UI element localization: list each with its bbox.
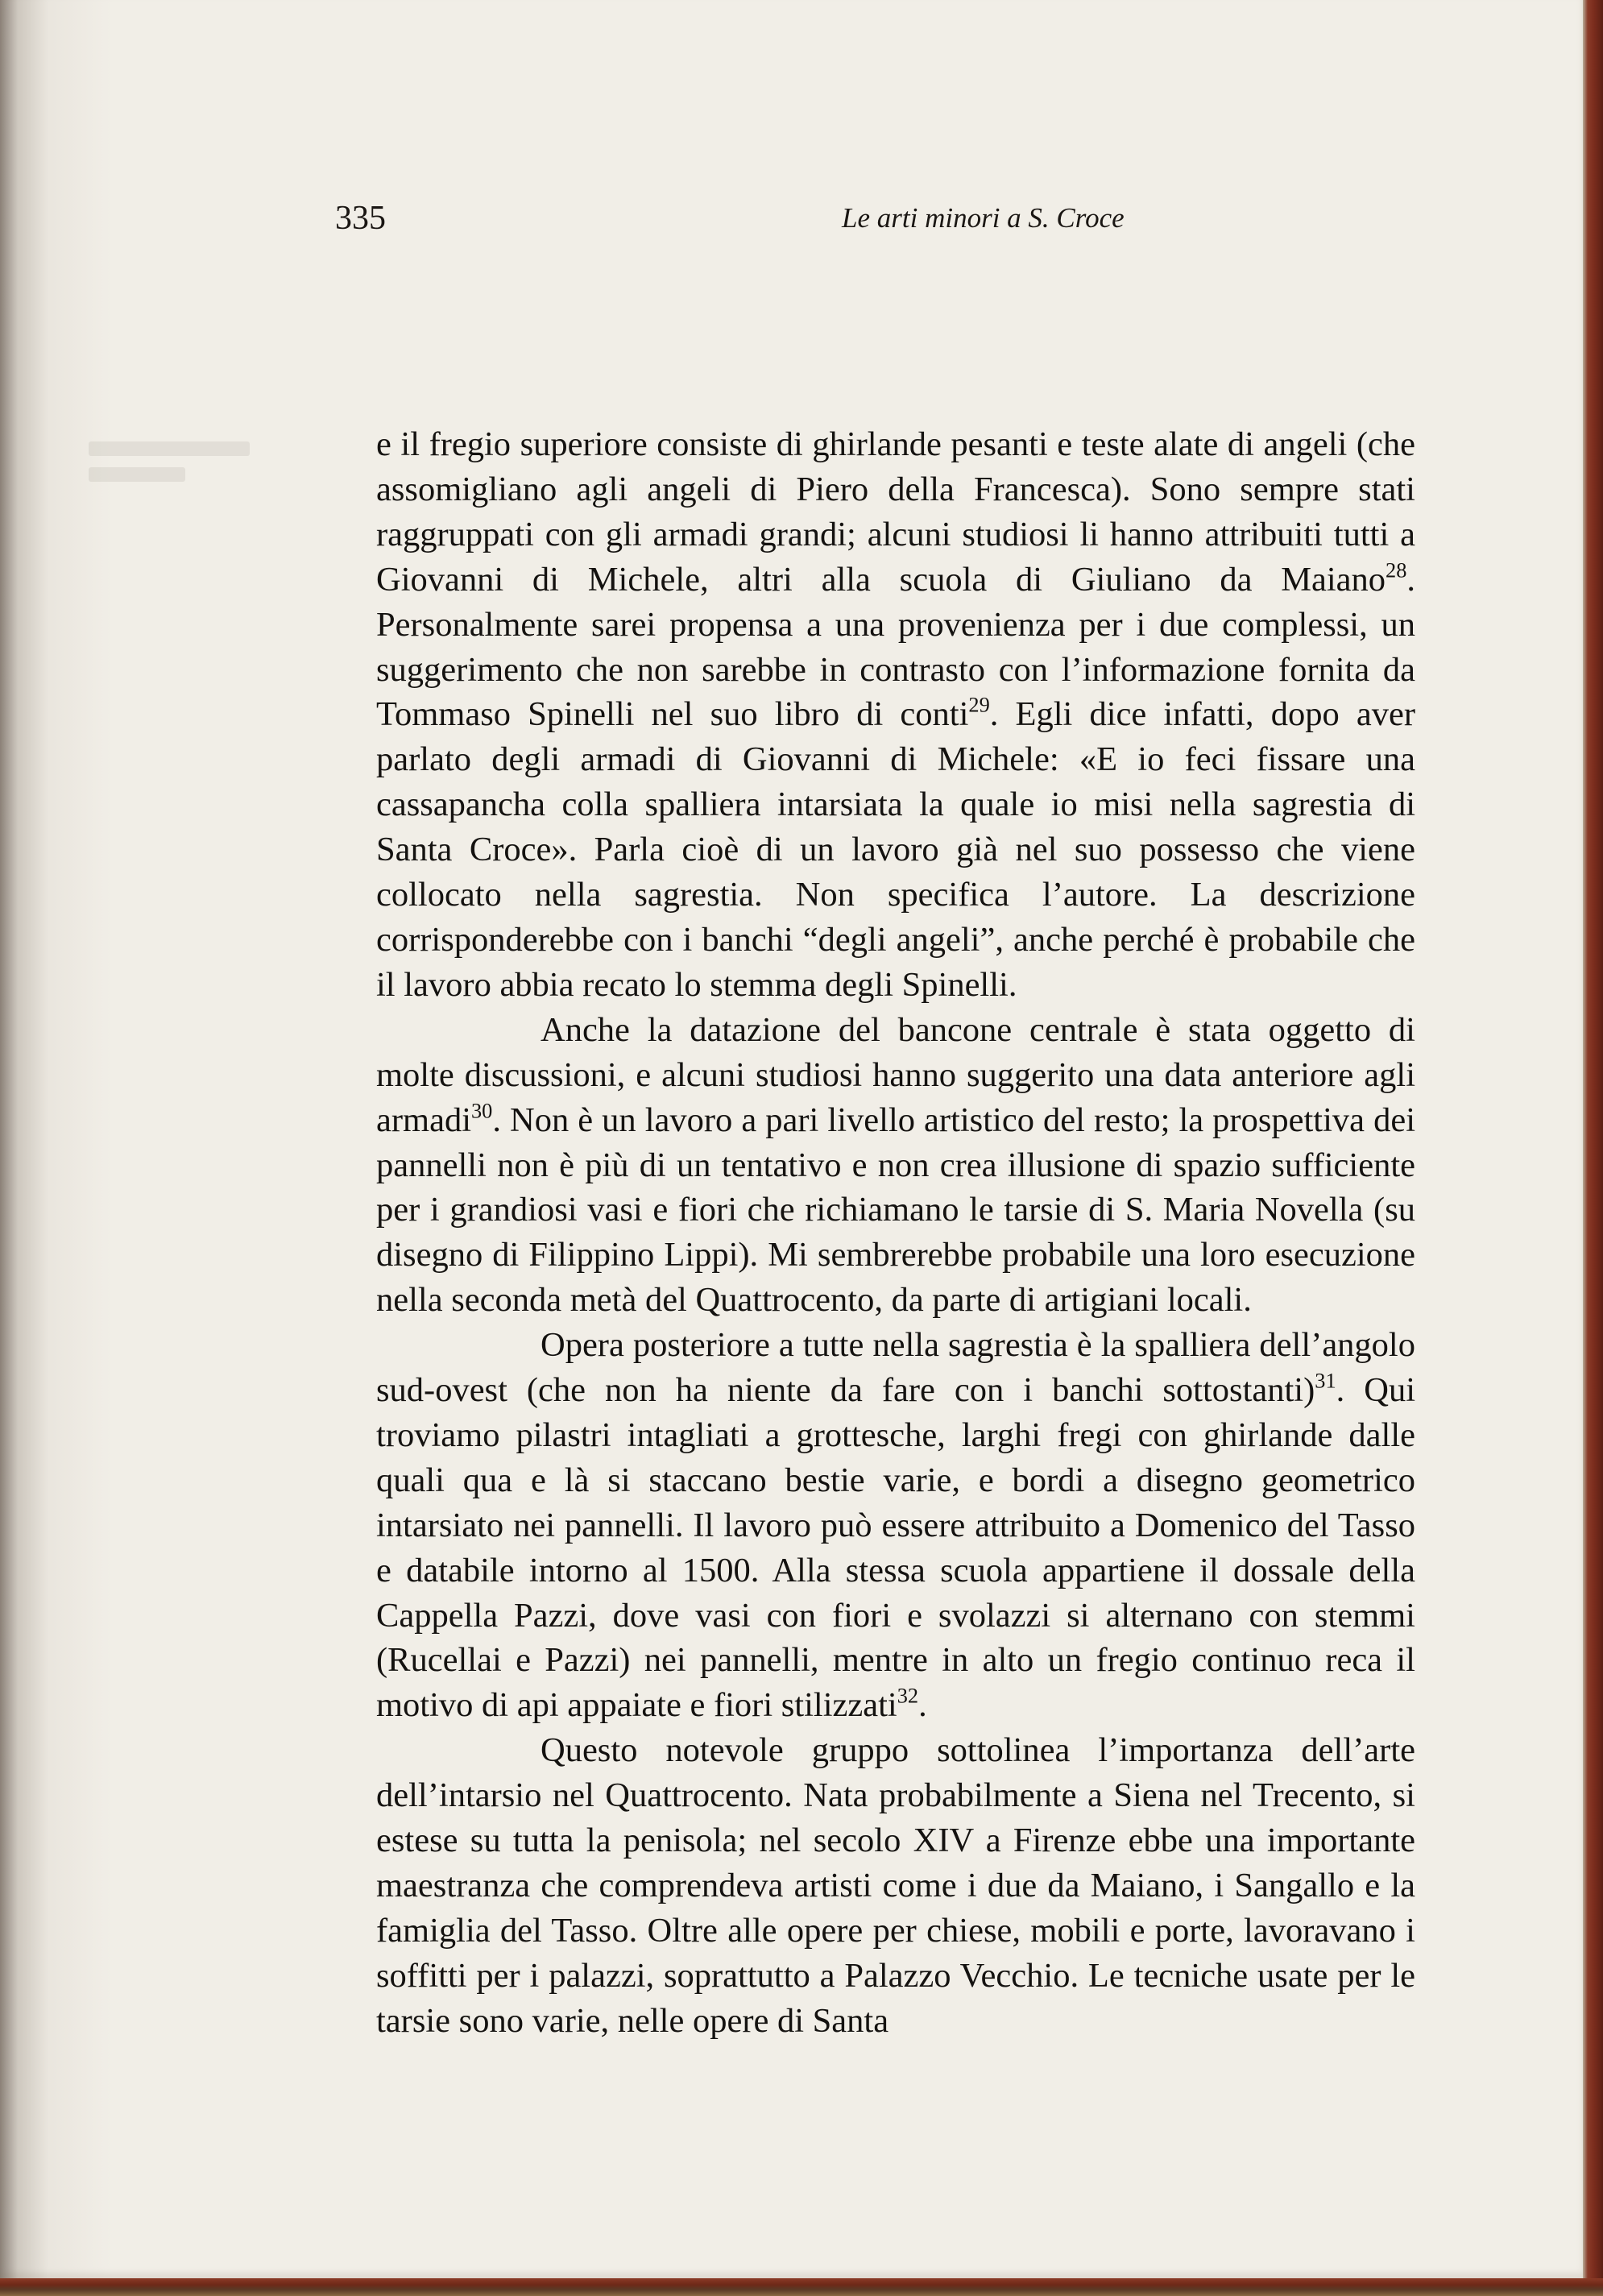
- footnote-marker: 31: [1315, 1369, 1336, 1393]
- bleed-through-text: [89, 435, 274, 508]
- paragraph-text: Anche la datazione del bancone centrale è stata oggetto di molte discussioni, e alcuni studiosi hanno suggerito una data anteriore agli armadi: [376, 1010, 1415, 1139]
- page-fore-edge: [1583, 0, 1603, 2278]
- paragraph: [376, 1008, 1415, 1323]
- paragraph: [376, 1728, 1415, 2043]
- footnote-marker: 29: [968, 694, 990, 718]
- footnote-marker: 32: [897, 1685, 919, 1709]
- running-title: Le arti minori a S. Croce: [842, 202, 1125, 234]
- footnote-marker: 28: [1386, 558, 1407, 582]
- paragraph-text: Questo notevole gruppo sottolinea l’importanza dell’arte dell’intarsio nel Quattrocento. Nata probabilmente a Siena nel Trecento, si estese su tutta la penisola; nel secolo XIV a Firenze ebbe una importante maestranza che comprendeva artisti come i due da Maiano, i Sangallo e la famiglia del Tasso. Oltre alle opere per chiese, mobili e porte, lavoravano i soffitti per i palazzi, soprattutto a Palazzo Vecchio. Le tecniche usate per le tarsie sono varie, nelle opere di Santa: [376, 1731, 1415, 2040]
- page-header: [335, 194, 1141, 242]
- page-number: 335: [335, 200, 386, 237]
- paragraph-text: Opera posteriore a tutte nella sagrestia è la spalliera dell’angolo sud-ovest (che non ha niente da fare con i banchi sottostanti): [376, 1326, 1415, 1410]
- paragraph: [376, 422, 1415, 1008]
- paragraph-text: . Personalmente sarei propensa a una provenienza per i due complessi, un suggerimento che non sarebbe in contrasto con l’informazione fornita da Tommaso Spinelli nel suo libro di conti: [376, 560, 1415, 734]
- paragraph-text: . Non è un lavoro a pari livello artistico del resto; la prospettiva dei pannelli non è più di un tentativo e non crea illusione di spazio sufficiente per i grandiosi vasi e fiori che richiamano le tarsie di S. Maria Novella (su disegno di Filippino Lippi). Mi sembrerebbe probabile una loro esecuzione nella seconda metà del Quattrocento, da parte di artigiani locali.: [376, 1100, 1415, 1320]
- footnote-marker: 30: [471, 1099, 493, 1123]
- paragraph-text: . Qui troviamo pilastri intagliati a grottesche, larghi fregi con ghirlande dalle quali qua e là si staccano bestie varie, e bordi a disegno geometrico intarsiato nei pannelli. Il lavoro può essere attribuito a Domenico del Tasso e databile intorno al 1500. Alla stessa scuola appartiene il dossale della Cappella Pazzi, dove vasi con fiori e svolazzi si alternano con stemmi (Rucellai e Pazzi) nei pannelli, mentre in alto un fregio continuo reca il motivo di api appaiate e fiori stilizzati: [376, 1371, 1416, 1725]
- body-text: [376, 422, 1415, 2044]
- paragraph-text: e il fregio superiore consiste di ghirlande pesanti e teste alate di angeli (che assomigliano agli angeli di Piero della Francesca). Sono sempre stati raggruppati con gli armadi grandi; alcuni studiosi li hanno attribuiti tutti a Giovanni di Michele, altri alla scuola di Giuliano da Maiano: [376, 425, 1415, 599]
- book-cover-edge: [0, 2278, 1603, 2296]
- paragraph-text: . Egli dice infatti, dopo aver parlato degli armadi di Giovanni di Michele: «E io feci fissare una cassapancha colla spalliera intarsiata la quale io misi nella sagrestia di Santa Croce». Parla cioè di un lavoro già nel suo possesso che viene collocato nella sagrestia. Non specifica l’autore. La descrizione corrisponderebbe con i banchi “degli angeli”, anche perché è probabile che il lavoro abbia recato lo stemma degli Spinelli.: [376, 695, 1415, 1004]
- paragraph-text: .: [918, 1686, 927, 1725]
- paragraph: [376, 1323, 1415, 1728]
